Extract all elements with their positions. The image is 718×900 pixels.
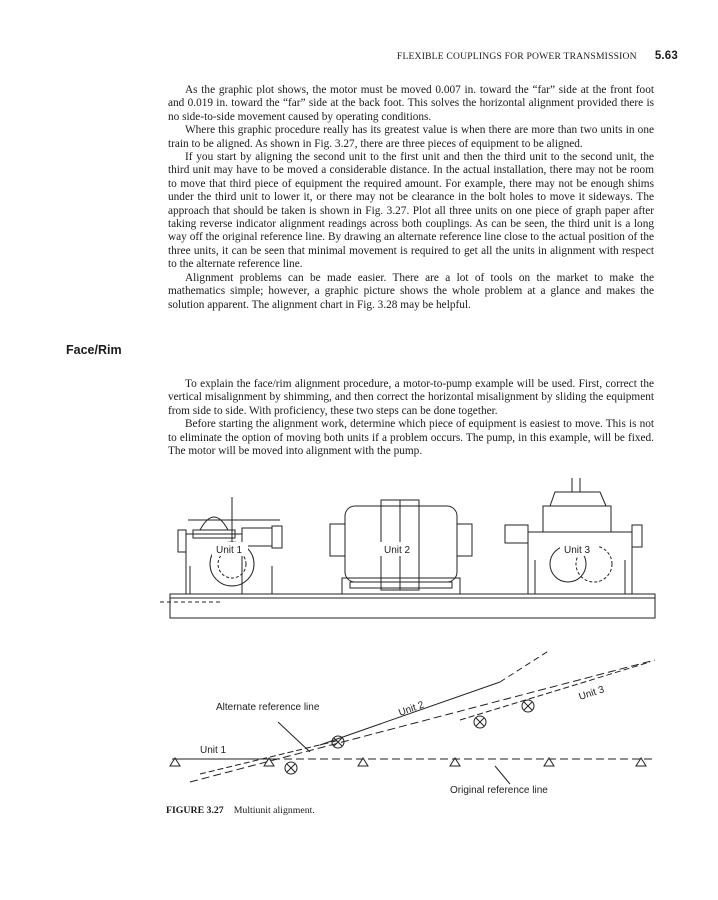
body-text-block-2 — [168, 378, 654, 458]
paragraph: Before starting the alignment work, determine which piece of equipment is easiest to move. This is not to eliminate the option of moving both units if a problem occurs. The pump, in this example, will be fixed. The motor will be moved into alignment with the pump. — [168, 418, 654, 458]
figure-caption — [166, 805, 315, 816]
plot-unit-3-label: Unit 3 — [577, 684, 606, 703]
plot-unit-2-label: Unit 2 — [397, 699, 426, 719]
paragraph: To explain the face/rim alignment procedure, a motor-to-pump example will be used. First, correct the vertical misalignment by shimming, and then correct the horizontal misalignment by sliding the equipment from side to side. With proficiency, these two steps can be done together. — [168, 378, 654, 417]
unit-2-label: Unit 2 — [384, 545, 411, 556]
original-reference-label: Original reference line — [450, 785, 548, 796]
unit-3-compressor — [505, 478, 642, 594]
alternate-reference-line — [190, 660, 655, 782]
running-title: FLEXIBLE COUPLINGS FOR POWER TRANSMISSION — [396, 51, 637, 62]
figure-3-27 — [160, 470, 665, 800]
figure-drawing — [160, 470, 665, 800]
figure-label: FIGURE 3.27 — [166, 805, 224, 816]
unit-3-label: Unit 3 — [564, 545, 591, 556]
paragraph: Alignment problems can be made easier. There are a lot of tools on the market to make the mathematics simple; however, a graphic picture shows the whole problem at a glance and makes the solution apparent. The alignment chart in Fig. 3.28 may be helpful. — [168, 271, 654, 311]
alignment-plot — [170, 650, 655, 784]
unit-3-line — [460, 662, 650, 720]
paragraph: As the graphic plot shows, the motor must be moved 0.007 in. toward the “far” side at the front foot and 0.019 in. toward the “far” side at the back foot. This solves the horizontal alignment provided there is no side-to-side movement caused by operating conditions. — [168, 84, 654, 123]
paragraph: If you start by aligning the second unit to the first unit and then the third unit to the second unit, the third unit may have to be moved a considerable distance. In the actual installation, there may not be room to move that third piece of equipment the required amount. For example, there may not be enough shims under the third unit to lower it, or there may not be clearance in the bolt holes to move it sideways. The approach that should be taken is shown in Fig. 3.27. Plot all three units on one piece of graph paper after taking reverse indicator alignment readings across both couplings. As can be seen, the third unit is a long way off the original reference line. By drawing an alternate reference line close to the actual position of the three units, it can be seen that minimal movement is required to get all the units in alignment with respect to the alternate reference line. — [168, 151, 654, 271]
unit-1-label: Unit 1 — [216, 545, 243, 556]
shim-point-marker — [474, 716, 486, 728]
paragraph: Where this graphic procedure really has its greatest value is when there are more than two units in one train to be aligned. As shown in Fig. 3.27, there are three pieces of equipment to be aligned. — [168, 124, 654, 150]
shim-point-marker — [285, 762, 297, 774]
section-heading: Face/Rim — [66, 343, 122, 357]
body-text-block-1 — [168, 84, 654, 312]
alternate-reference-label: Alternate reference line — [216, 702, 320, 713]
shim-point-marker — [522, 700, 534, 712]
page-number: 5.63 — [654, 50, 678, 62]
plot-unit-1-label: Unit 1 — [200, 745, 227, 756]
running-header — [397, 50, 678, 62]
figure-caption-text: Multiunit alignment. — [233, 805, 315, 816]
